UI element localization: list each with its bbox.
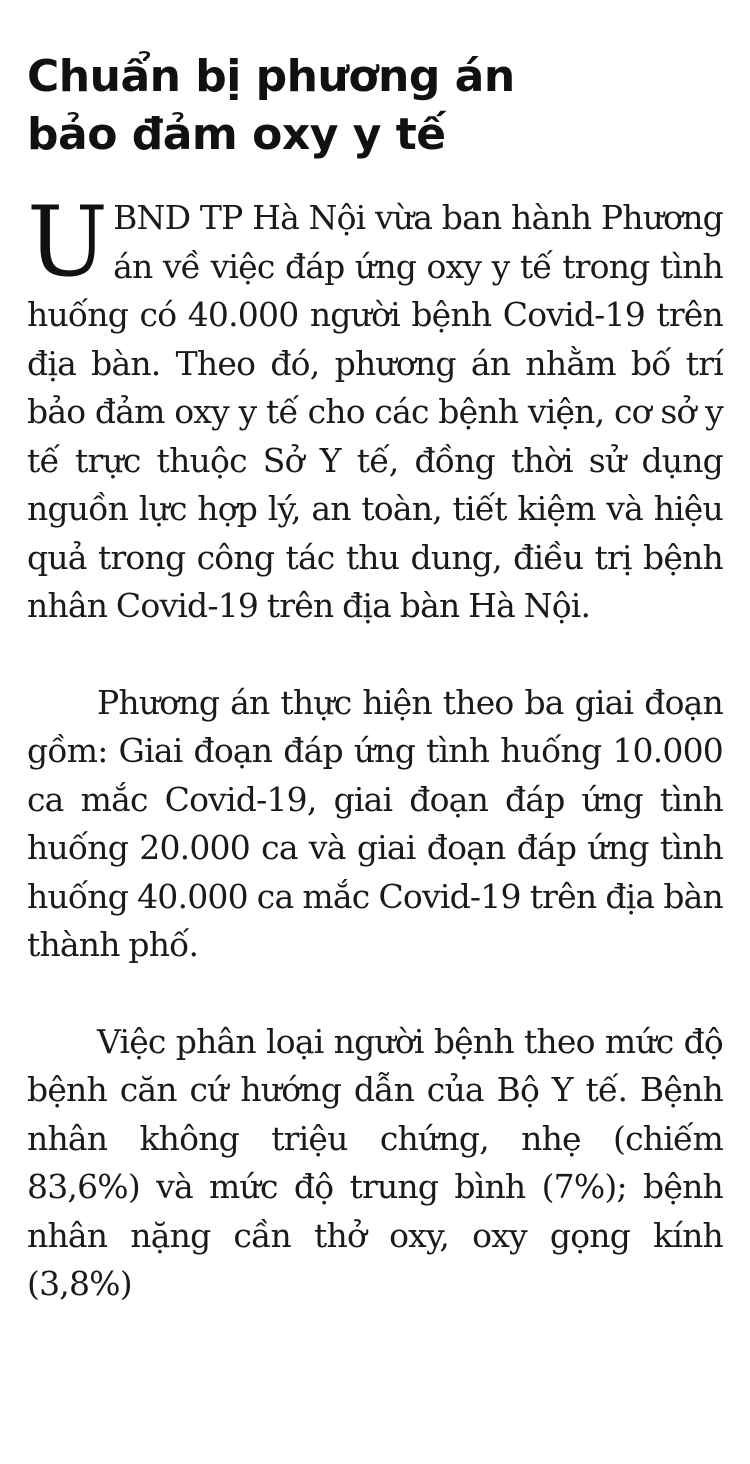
article-headline (27, 48, 723, 164)
headline-line-1: Chuẩn bị phương án (27, 51, 515, 102)
headline-line-2: bảo đảm oxy y tế (27, 109, 446, 160)
lead-paragraph-text: BND TP Hà Nội vừa ban hành Phương án về việc đáp ứng oxy y tế trong tình huống có 40.000 người bệnh Covid-19 trên địa bàn. Theo đó, phương án nhằm bố trí bảo đảm oxy y tế cho các bệnh viện, cơ sở y tế trực thuộc Sở Y tế, đồng thời sử dụng nguồn lực hợp lý, an toàn, tiết kiệm và hiệu quả trong công tác thu dung, điều trị bệnh nhân Covid-19 trên địa bàn Hà Nội. (27, 198, 723, 625)
article (27, 48, 723, 1309)
lead-paragraph (27, 186, 723, 631)
drop-cap: U (27, 186, 108, 298)
paragraph-phases: Phương án thực hiện theo ba giai đoạn gồm: Giai đoạn đáp ứng tình huống 10.000 ca mắc Covid-19, giai đoạn đáp ứng tình huống 20.000 ca và giai đoạn đáp ứng tình huống 40.000 ca mắc Covid-19 trên địa bàn thành phố. (27, 682, 723, 964)
paragraph-classification: Việc phân loại người bệnh theo mức độ bệnh căn cứ hướng dẫn của Bộ Y tế. Bệnh nhân không triệu chứng, nhẹ (chiếm 83,6%) và mức độ trung bình (7%); bệnh nhân nặng cần thở oxy, oxy gọng kính (3,8%) (27, 1021, 723, 1303)
